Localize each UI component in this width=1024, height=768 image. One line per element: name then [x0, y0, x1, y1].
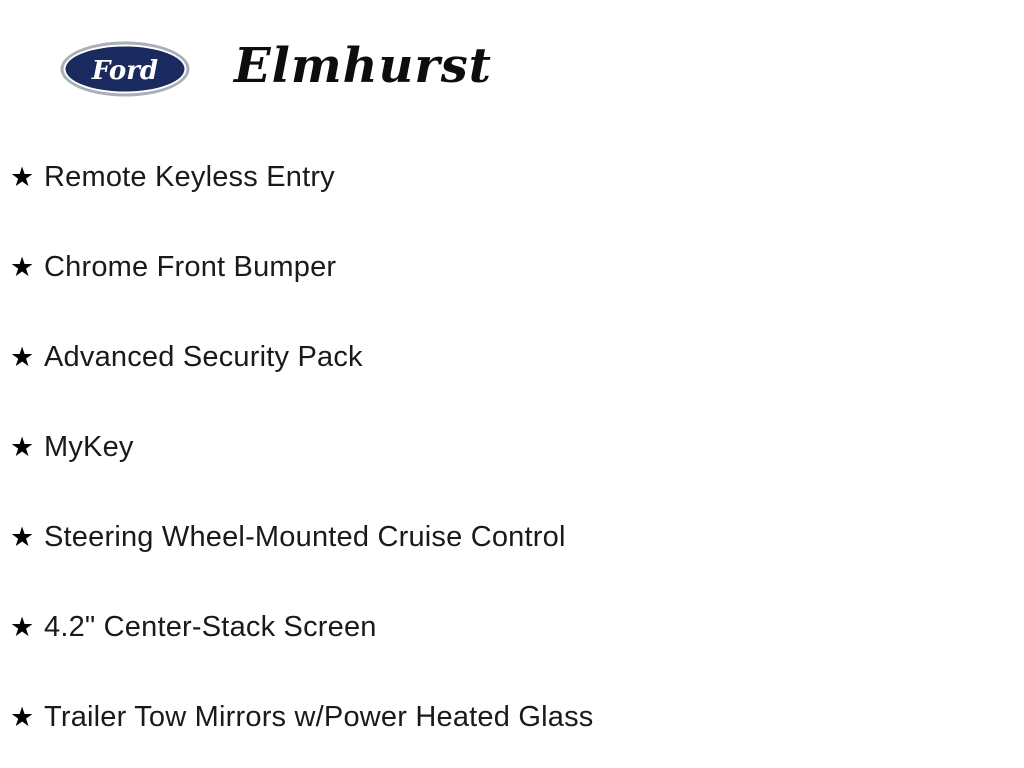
dealer-name: Elmhurst	[234, 38, 492, 94]
feature-label: 4.2" Center-Stack Screen	[44, 610, 377, 643]
star-icon: ★	[10, 251, 35, 282]
star-icon: ★	[10, 521, 35, 552]
ford-logo-icon	[60, 41, 190, 97]
star-icon: ★	[10, 611, 35, 642]
list-item	[0, 222, 1024, 312]
feature-label: Steering Wheel-Mounted Cruise Control	[44, 520, 566, 553]
feature-label: Trailer Tow Mirrors w/Power Heated Glass	[44, 700, 594, 733]
list-item	[0, 672, 1024, 762]
dealer-logo-header	[0, 0, 1024, 98]
list-item	[0, 402, 1024, 492]
ford-logo-script: Ford	[91, 56, 159, 86]
list-item	[0, 132, 1024, 222]
vehicle-feature-list	[0, 132, 1024, 762]
star-icon: ★	[10, 161, 35, 192]
list-item	[0, 492, 1024, 582]
feature-label: Remote Keyless Entry	[44, 160, 335, 193]
feature-label: Advanced Security Pack	[44, 340, 363, 373]
star-icon: ★	[10, 431, 35, 462]
list-item	[0, 582, 1024, 672]
list-item	[0, 312, 1024, 402]
star-icon: ★	[10, 701, 35, 732]
feature-label: MyKey	[44, 430, 134, 463]
feature-label: Chrome Front Bumper	[44, 250, 337, 283]
star-icon: ★	[10, 341, 35, 372]
